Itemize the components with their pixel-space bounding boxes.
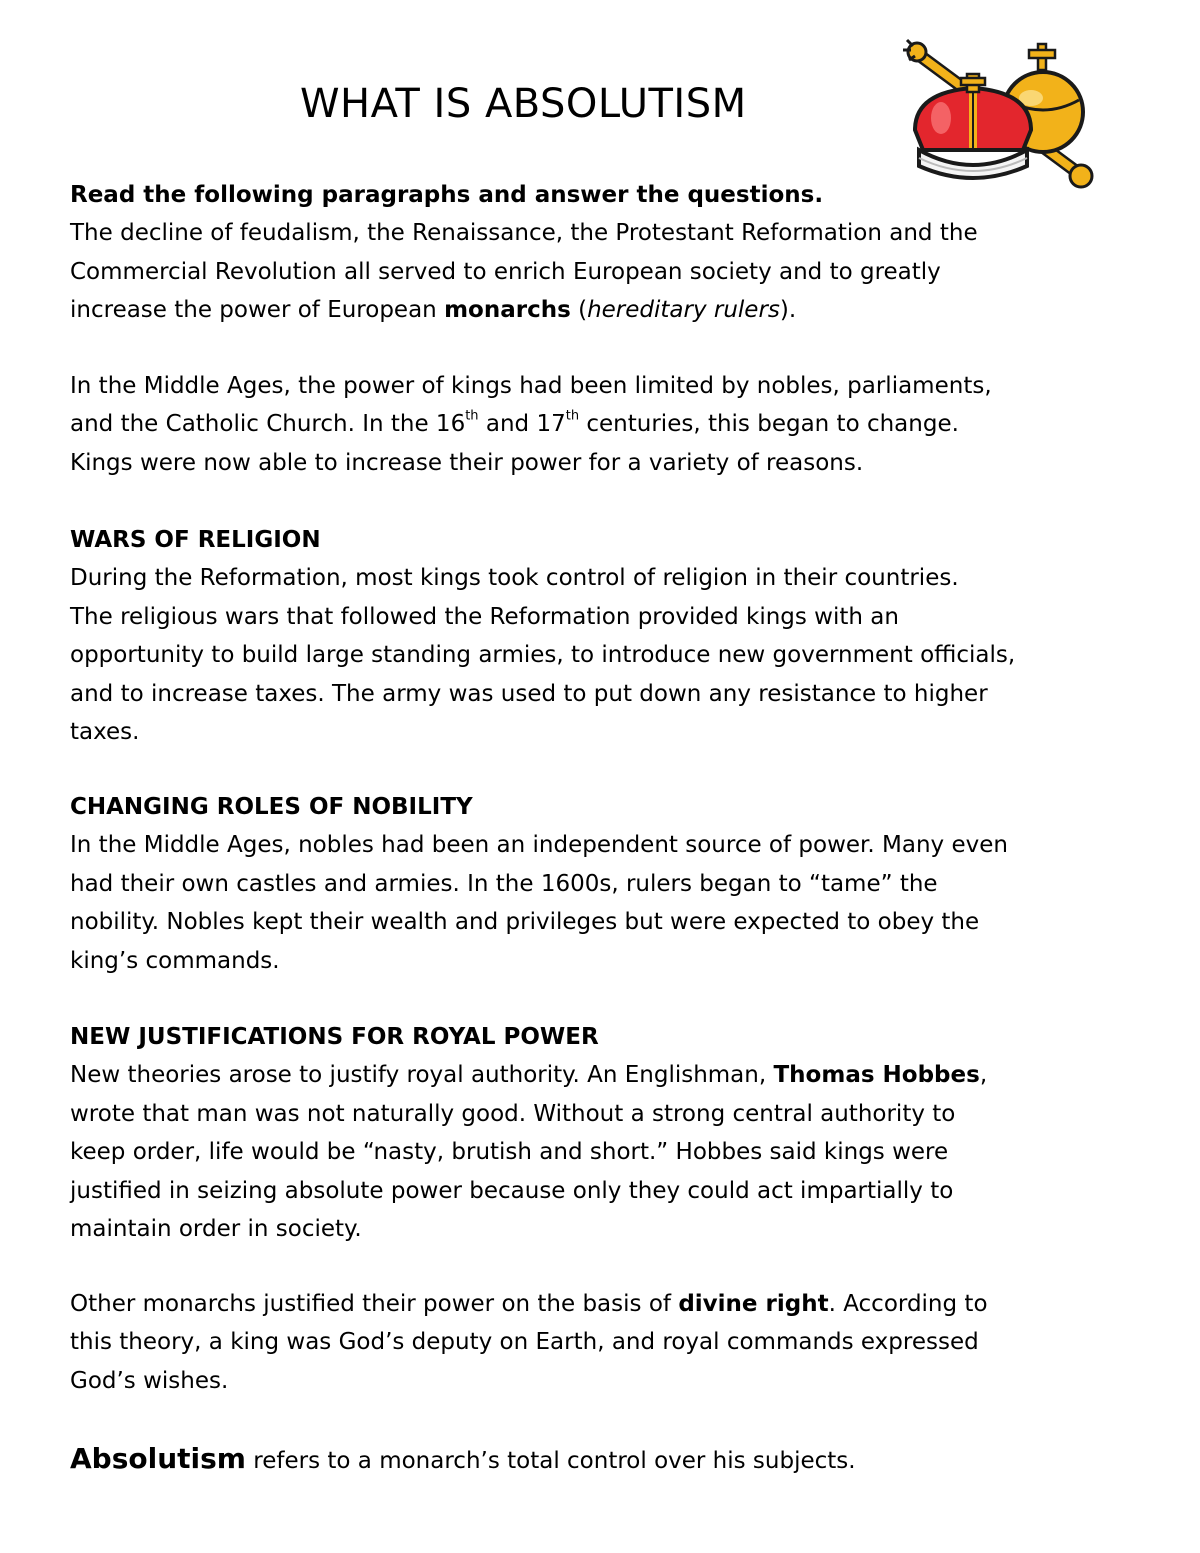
paragraph-text: centuries, this began to change. — [579, 411, 959, 438]
paragraph-line: wrote that man was not naturally good. Without a strong central authority to — [70, 1100, 956, 1127]
paragraph-text: and the Catholic Church. In the 16 — [70, 411, 466, 438]
paragraph-line: opportunity to build large standing armies, to introduce new government officials, — [70, 642, 1016, 669]
term-absolutism: Absolutism — [70, 1442, 246, 1475]
page-title: WHAT IS ABSOLUTISM — [300, 81, 747, 127]
paragraph-text: Other monarchs justified their power on the basis of — [70, 1291, 679, 1317]
paragraph-text: . According to — [828, 1291, 988, 1317]
term-hereditary-rulers: hereditary rulers — [587, 297, 780, 324]
paragraph-line: this theory, a king was God’s deputy on Earth, and royal commands expressed — [70, 1329, 979, 1356]
intro-text: ( — [570, 297, 588, 324]
intro-line: The decline of feudalism, the Renaissance, the Protestant Reformation and the — [70, 220, 978, 247]
absolutism-definition — [70, 1440, 1140, 1478]
term-divine-right: divine right — [678, 1291, 829, 1317]
paragraph-line: justified in seizing absolute power because only they could act impartially to — [70, 1177, 954, 1204]
paragraph-line: keep order, life would be “nasty, brutish and short.” Hobbes said kings were — [70, 1139, 949, 1166]
instruction-text: Read the following paragraphs and answer the questions. — [70, 182, 824, 208]
paragraph-line: During the Reformation, most kings took control of religion in their countries. — [70, 565, 959, 592]
paragraph-line: God’s wishes. — [70, 1367, 229, 1394]
definition-text: refers to a monarch’s total control over his subjects. — [245, 1448, 856, 1474]
middle-ages-paragraph — [70, 367, 1140, 482]
paragraph-text: New theories arose to justify royal authority. An Englishman, — [70, 1062, 774, 1089]
superscript-th: th — [465, 408, 479, 424]
paragraph-line: In the Middle Ages, nobles had been an independent source of power. Many even — [70, 832, 1008, 859]
intro-text: increase the power of European — [70, 297, 445, 324]
intro-block — [70, 176, 1140, 330]
term-thomas-hobbes: Thomas Hobbes — [773, 1062, 980, 1089]
paragraph-line: taxes. — [70, 718, 140, 745]
intro-line — [70, 291, 1140, 329]
divine-right-paragraph — [70, 1285, 1140, 1400]
paragraph-line: nobility. Nobles kept their wealth and privileges but were expected to obey the — [70, 909, 980, 936]
paragraph-line: and to increase taxes. The army was used to put down any resistance to higher — [70, 680, 988, 707]
paragraph-line: In the Middle Ages, the power of kings had been limited by nobles, parliaments, — [70, 373, 992, 399]
intro-text: ). — [779, 297, 797, 324]
term-monarchs: monarchs — [444, 297, 571, 324]
paragraph-line — [70, 1056, 1140, 1094]
section-heading: WARS OF RELIGION — [70, 527, 321, 553]
wars-of-religion-section — [70, 521, 1140, 751]
justifications-section — [70, 1018, 1140, 1248]
section-heading: NEW JUSTIFICATIONS FOR ROYAL POWER — [70, 1024, 599, 1050]
nobility-section — [70, 788, 1140, 980]
definition-line — [70, 1440, 1140, 1478]
paragraph-line: The religious wars that followed the Reformation provided kings with an — [70, 603, 899, 630]
paragraph-line — [70, 1285, 1140, 1323]
paragraph-line: maintain order in society. — [70, 1215, 362, 1242]
section-heading: CHANGING ROLES OF NOBILITY — [70, 794, 473, 820]
paragraph-line: king’s commands. — [70, 947, 280, 974]
paragraph-line — [70, 405, 1140, 443]
paragraph-line: had their own castles and armies. In the 1600s, rulers began to “tame” the — [70, 870, 938, 897]
superscript-th: th — [565, 408, 580, 424]
paragraph-text: , — [979, 1062, 988, 1089]
regalia-clipart — [895, 30, 1100, 200]
intro-line: Commercial Revolution all served to enrich European society and to greatly — [70, 258, 941, 285]
paragraph-line: Kings were now able to increase their power for a variety of reasons. — [70, 449, 864, 476]
paragraph-text: and 17 — [478, 411, 566, 438]
